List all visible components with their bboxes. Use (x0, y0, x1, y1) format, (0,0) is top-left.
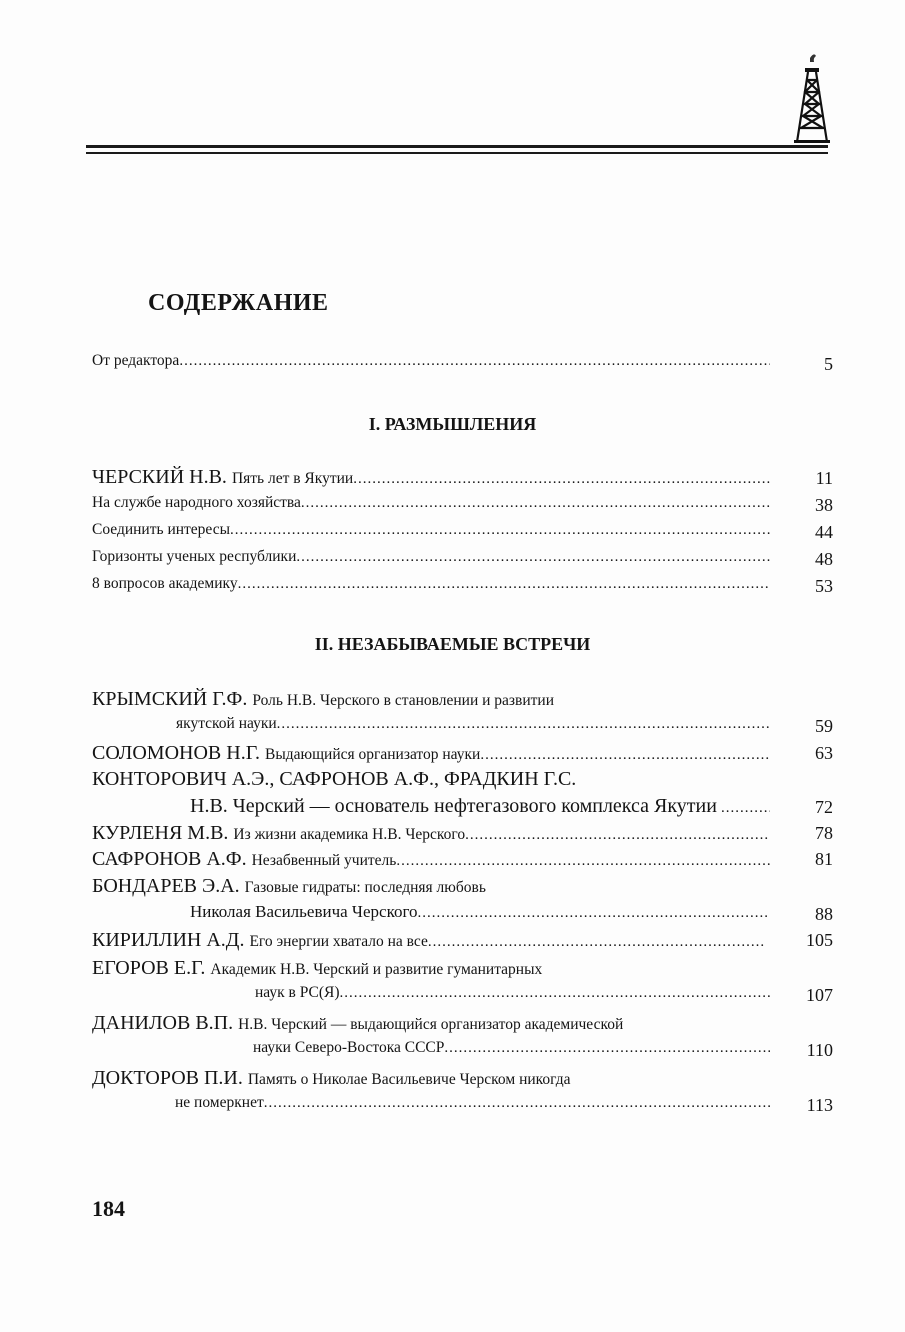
folio-page-number: 184 (92, 1196, 125, 1221)
entry-title: Соединить интересы (92, 521, 230, 538)
entry-title: науки Северо-Востока СССР (253, 1039, 445, 1056)
entry-title: От редактора (92, 352, 180, 369)
entry-title: Выдающийся организатор науки (265, 746, 481, 763)
entry-title: не померкнет (175, 1094, 264, 1111)
entry-title: Память о Николае Васильевиче Черском никогда (247, 1071, 571, 1088)
toc-entry[interactable] (92, 742, 770, 768)
page-number: 81 (815, 849, 833, 869)
toc-entry[interactable] (92, 848, 770, 874)
dot-leader (238, 576, 770, 593)
entry-author: ЧЕРСКИЙ Н.В. (92, 466, 227, 488)
toc-entry[interactable] (92, 875, 486, 901)
page-number: 38 (815, 495, 833, 515)
entry-title: наук в РС(Я) (255, 984, 340, 1001)
toc-entry[interactable] (92, 688, 554, 714)
page-number: 110 (806, 1040, 833, 1060)
entry-author: САФРОНОВ А.Ф. (92, 848, 247, 870)
entry-title: Газовые гидраты: последняя любовь (244, 879, 486, 896)
entry-title: Н.В. Черский — основатель нефтегазового комплекса Якутии (190, 795, 717, 817)
section-heading: II. НЕЗАБЫВАЕМЫЕ ВСТРЕЧИ (314, 634, 591, 654)
toc-entry-continuation[interactable] (253, 1039, 770, 1065)
dot-leader (277, 716, 770, 733)
page-number: 88 (815, 904, 833, 924)
entry-title: 8 вопросов академику (92, 575, 238, 592)
entry-title: Роль Н.В. Черского в становлении и развитии (252, 692, 555, 709)
dot-leader (444, 1040, 770, 1057)
entry-author: ЕГОРОВ Е.Г. (92, 957, 206, 979)
dot-leader (296, 549, 770, 566)
section-heading: I. РАЗМЫШЛЕНИЯ (368, 414, 537, 434)
entry-title: Горизонты ученых республики (92, 548, 297, 565)
dot-leader (480, 747, 770, 764)
toc-entry[interactable] (92, 548, 770, 574)
entry-author: КУРЛЕНЯ М.В. (92, 822, 229, 844)
dot-leader (428, 934, 765, 951)
toc-entry-continuation[interactable] (176, 715, 770, 741)
page-number: 59 (815, 716, 833, 736)
page-number: 44 (815, 522, 833, 542)
dot-leader (353, 471, 770, 488)
toc-entry-continuation[interactable] (190, 795, 770, 821)
entry-author: КИРИЛЛИН А.Д. (92, 929, 245, 951)
page-number: 48 (815, 549, 833, 569)
toc-entry[interactable] (92, 957, 542, 983)
page-number: 113 (806, 1095, 833, 1115)
toc-entry-continuation[interactable] (255, 984, 770, 1010)
entry-title: На службе народного хозяйства (92, 494, 301, 511)
entry-author: ДАНИЛОВ В.П. (92, 1012, 234, 1034)
dot-leader (396, 853, 770, 870)
dot-leader (340, 985, 770, 1002)
header-rule (86, 152, 828, 154)
toc-entry[interactable] (92, 521, 770, 547)
dot-leader (721, 800, 770, 817)
toc-entry[interactable] (92, 768, 581, 794)
entry-title: якутской науки (176, 715, 277, 732)
page-title: СОДЕРЖАНИЕ (148, 290, 329, 316)
toc-entry[interactable] (92, 575, 770, 601)
entry-title: Николая Васильевича Черского (190, 902, 418, 921)
oil-derrick-icon (794, 52, 830, 144)
toc-entry[interactable] (92, 929, 765, 955)
page-number: 53 (815, 576, 833, 596)
entry-title: Незабвенный учитель (251, 852, 397, 869)
page-number: 105 (806, 930, 833, 950)
entry-author: СОЛОМОНОВ Н.Г. (92, 742, 260, 764)
entry-title: Его энергии хватало на все (249, 933, 428, 950)
dot-leader (301, 495, 770, 512)
entry-title: Академик Н.В. Черский и развитие гуманитарных (210, 961, 543, 978)
page-number: 11 (815, 468, 833, 488)
entry-title: Пять лет в Якутии (231, 470, 354, 487)
toc-entry[interactable] (92, 352, 770, 378)
toc-entry[interactable] (92, 822, 770, 848)
dot-leader (418, 905, 770, 922)
dot-leader (230, 522, 770, 539)
page-number: 107 (806, 985, 833, 1005)
page-number: 63 (815, 743, 833, 763)
page-number: 5 (824, 354, 833, 374)
page-number: 72 (815, 797, 833, 817)
page-number: 78 (815, 823, 833, 843)
toc-entry[interactable] (92, 466, 770, 492)
dot-leader (179, 353, 770, 370)
dot-leader (465, 827, 770, 844)
toc-entry-continuation[interactable] (175, 1094, 770, 1120)
entry-title: Н.В. Черский — выдающийся организатор академической (238, 1016, 624, 1033)
toc-entry[interactable] (92, 1067, 571, 1093)
toc-entry[interactable] (92, 494, 770, 520)
header-rule (86, 145, 828, 148)
dot-leader (264, 1095, 770, 1112)
entry-author: КОНТОРОВИЧ А.Э., САФРОНОВ А.Ф., ФРАДКИН Г.С. (92, 768, 577, 790)
entry-author: БОНДАРЕВ Э.А. (92, 875, 240, 897)
entry-author: КРЫМСКИЙ Г.Ф. (92, 688, 248, 710)
toc-entry[interactable] (92, 1012, 623, 1038)
entry-title: Из жизни академика Н.В. Черского (233, 826, 466, 843)
toc-entry-continuation[interactable] (190, 902, 770, 928)
entry-author: ДОКТОРОВ П.И. (92, 1067, 243, 1089)
